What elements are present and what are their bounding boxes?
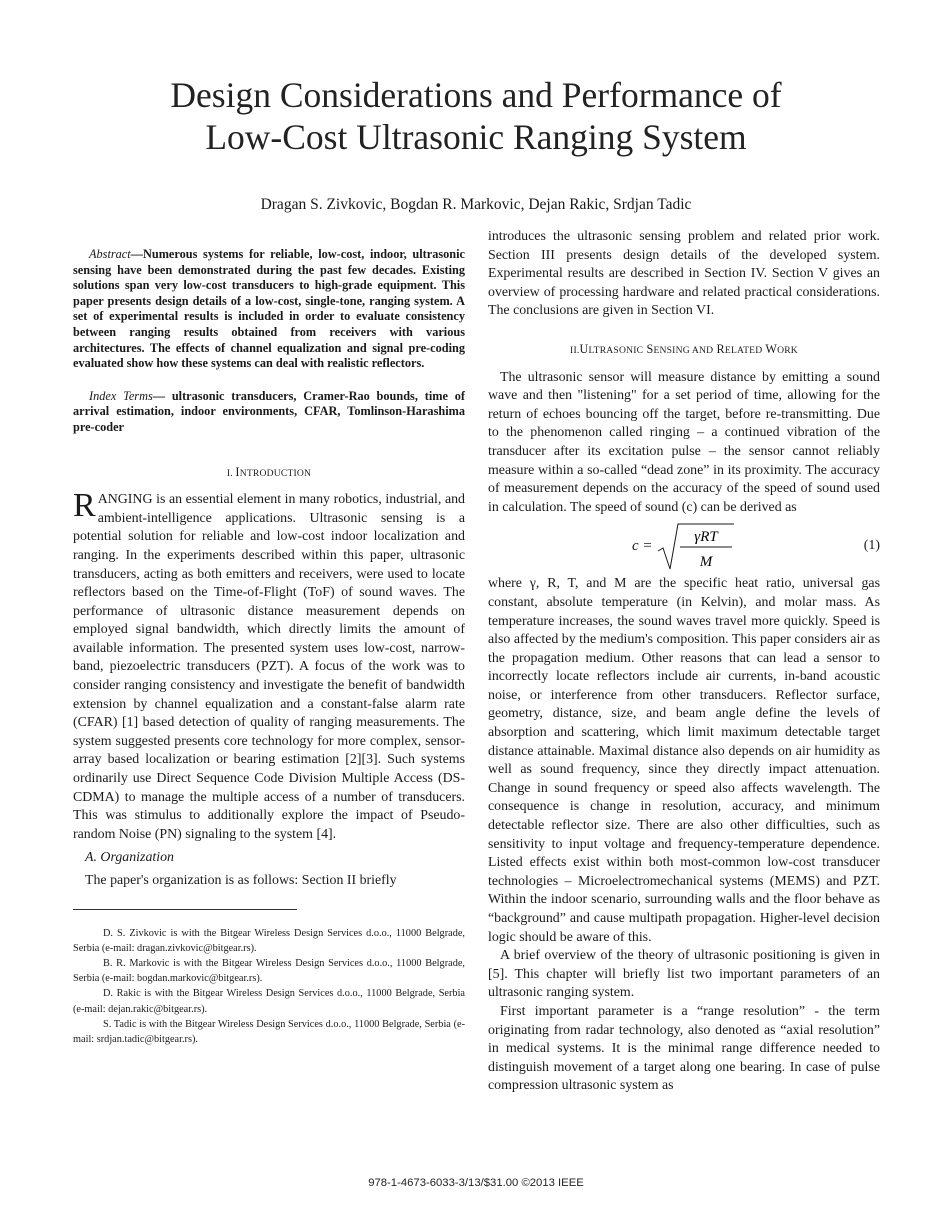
introduction-paragraph	[73, 487, 465, 844]
equation-denominator: M	[699, 554, 713, 571]
footnote: D. Rakic is with the Bitgear Wireless Design Services d.o.o., 11000 Belgrade, Serbia (e-mail: dejan.rakic@bitgear.rs).	[73, 988, 465, 1015]
abstract-label: Abstract	[89, 247, 131, 261]
intro-text: is an essential element in many robotics, industrial, and ambient-intelligence applications. Ultrasonic sensing is a potential solution for reliable and low-cost indoor localization and ranging. In the experiments described within this paper, ultrasonic transducers, acting as both emitters and receivers, were used to locate reflectors based on the Time-of-Flight (ToF) of sound waves. The performance of ultrasonic distance measurement depends on employed signal bandwidth, which directly limits the amount of available information. The presented system uses low-cost, narrow-band, piezoelectric transducers (PZT). A focus of the work was to consider ranging consistency and investigate the benefit of bandwidth extension by channel equalization and a constant-false alarm rate (CFAR) [1] based detection of quality of ranging measurements. The system suggested presents core technology for more complex, sensor-array based localization or bearing estimation [2][3]. Such systems ordinarily use Direct Sequence Code Division Multiple Access (DS-CDMA) to manage the multiple access of a number of transducers. This was stimulus to additionally explore the impact of Pseudo-random Noise (PN) signaling to the system [4].	[73, 492, 465, 842]
body-paragraph: First important parameter is a “range resolution” - the term originating from radar technology, also denoted as “axial resolution” in medical systems. It is the minimal range difference needed to distinguish movement of a target along one bearing. In case of pulse compression ultrasonic system as	[488, 1003, 880, 1094]
section-heading-ultrasonic-sensing: II.ULTRASONIC SENSING AND RELATED WORK	[570, 341, 798, 356]
index-terms	[73, 389, 465, 436]
author-list: Dragan S. Zivkovic, Bogdan R. Markovic, Dejan Rakic, Srdjan Tadic	[260, 196, 692, 213]
copyright-footer: 978-1-4673-6033-3/13/$31.00 ©2013 IEEE	[368, 1177, 584, 1189]
left-column	[73, 228, 465, 1047]
body-paragraph: The ultrasonic sensor will measure distance by emitting a sound wave and then "listening" for a set period of time, allowing for the return of echoes bouncing off the target, before re-transmitting. Due to the phenomenon called ringing – a continued vibration of the transducer after its excitation pulse – the sensor cannot reliably measure within a so-called “dead zone” in its proximity. The accuracy of measurement depends on the accuracy of the speed of sound used in calculation. The speed of sound (c) can be derived as	[488, 369, 880, 515]
abstract	[73, 247, 465, 372]
square-root-fraction	[656, 521, 736, 573]
section-heading-introduction: I. INTRODUCTION	[226, 464, 312, 479]
intro-lead-word: ANGING	[97, 492, 153, 508]
drop-cap: R	[73, 487, 96, 525]
footnote: B. R. Markovic is with the Bitgear Wireless Design Services d.o.o., 11000 Belgrade, Serbia (e-mail: bogdan.markovic@bitgear.rs).	[73, 958, 465, 985]
abstract-text: Numerous systems for reliable, low-cost, indoor, ultrasonic sensing have been demonstrated during the past few decades. Existing solutions span very low-cost transducers to high-grade equipment. This paper presents design details of a low-cost, single-tone, ranging system. A set of experimental results is included in order to evaluate consistency between ranging results obtained from receivers with various architectures. The effects of channel equalization and signal pre-coding evaluated show how these systems can deal with realistic reflectors.	[73, 247, 465, 371]
footnote-divider	[73, 909, 297, 910]
title-line-1: Design Considerations and Performance of	[170, 75, 782, 115]
organization-continued: introduces the ultrasonic sensing problem and related prior work. Section III presents design details of the developed system. Experimental results are described in Section IV. Section V gives an overview of processing hardware and related practical considerations. The conclusions are given in Section VI.	[488, 229, 880, 319]
index-terms-label: Index Terms	[89, 388, 153, 403]
index-terms-text: ultrasonic transducers, Cramer-Rao bounds, time of arrival estimation, indoor environments, CFAR, Tomlinson-Harashima pre-coder	[73, 388, 465, 434]
footnotes	[73, 926, 465, 1048]
footnote: D. S. Zivkovic is with the Bitgear Wireless Design Services d.o.o., 11000 Belgrade, Serbia (e-mail: dragan.zivkovic@bitgear.rs).	[73, 927, 465, 954]
body-paragraph: where γ, R, T, and M are the specific heat ratio, universal gas constant, absolute temperature (in Kelvin), and molar mass. As temperature increases, the sound waves travel more quickly. Speed is also affected by the medium's composition. This paper considers air as the propagation medium. Other reasons that can lead a sensor to incorrectly locate reflectors include air currents, in-band acoustic noise, or interference from other transducers. Reflector surface, geometry, distance, size, and beam angle define the levels of absorption and scattering, which limit maximum detectable target distance attainable. Maximal distance also depends on air humidity as well as sound frequency, since they directly impact attenuation. Change in sound frequency or speed also affects wavelength. The consequence is change in resolution, accuracy, and minimum detectable reflector size. There are also other difficulties, such as sensitivity to input voltage and frequency-temperature dependence. Listed effects exist within both most-common low-cost transducer technologies – Microelectromechanical systems (MEMS) and PZT. Within the indoor scenario, surrounding walls and the floor behave as “background” and cause multipath propagation. Higher-level decision logic should be aware of this.	[488, 576, 880, 945]
equation-numerator: γRT	[694, 529, 718, 546]
abstract-dash: —	[130, 247, 143, 261]
footnote: S. Tadic is with the Bitgear Wireless Design Services d.o.o., 11000 Belgrade, Serbia (e-mail: srdjan.tadic@bitgear.rs).	[73, 1018, 465, 1046]
equation-speed-of-sound	[488, 521, 880, 573]
paper-title	[0, 74, 952, 158]
equation-number: (1)	[863, 538, 880, 554]
equation-lhs: c =	[632, 538, 653, 555]
index-terms-dash: —	[152, 388, 166, 403]
organization-paragraph: The paper's organization is as follows: Section II briefly	[85, 873, 397, 888]
right-column	[488, 228, 880, 1096]
title-line-2: Low-Cost Ultrasonic Ranging System	[205, 117, 747, 157]
body-paragraph: A brief overview of the theory of ultrasonic positioning is given in [5]. This chapter will briefly list two important parameters of an ultrasonic ranging system.	[488, 948, 880, 1001]
subsection-heading-organization: A. Organization	[85, 850, 175, 866]
